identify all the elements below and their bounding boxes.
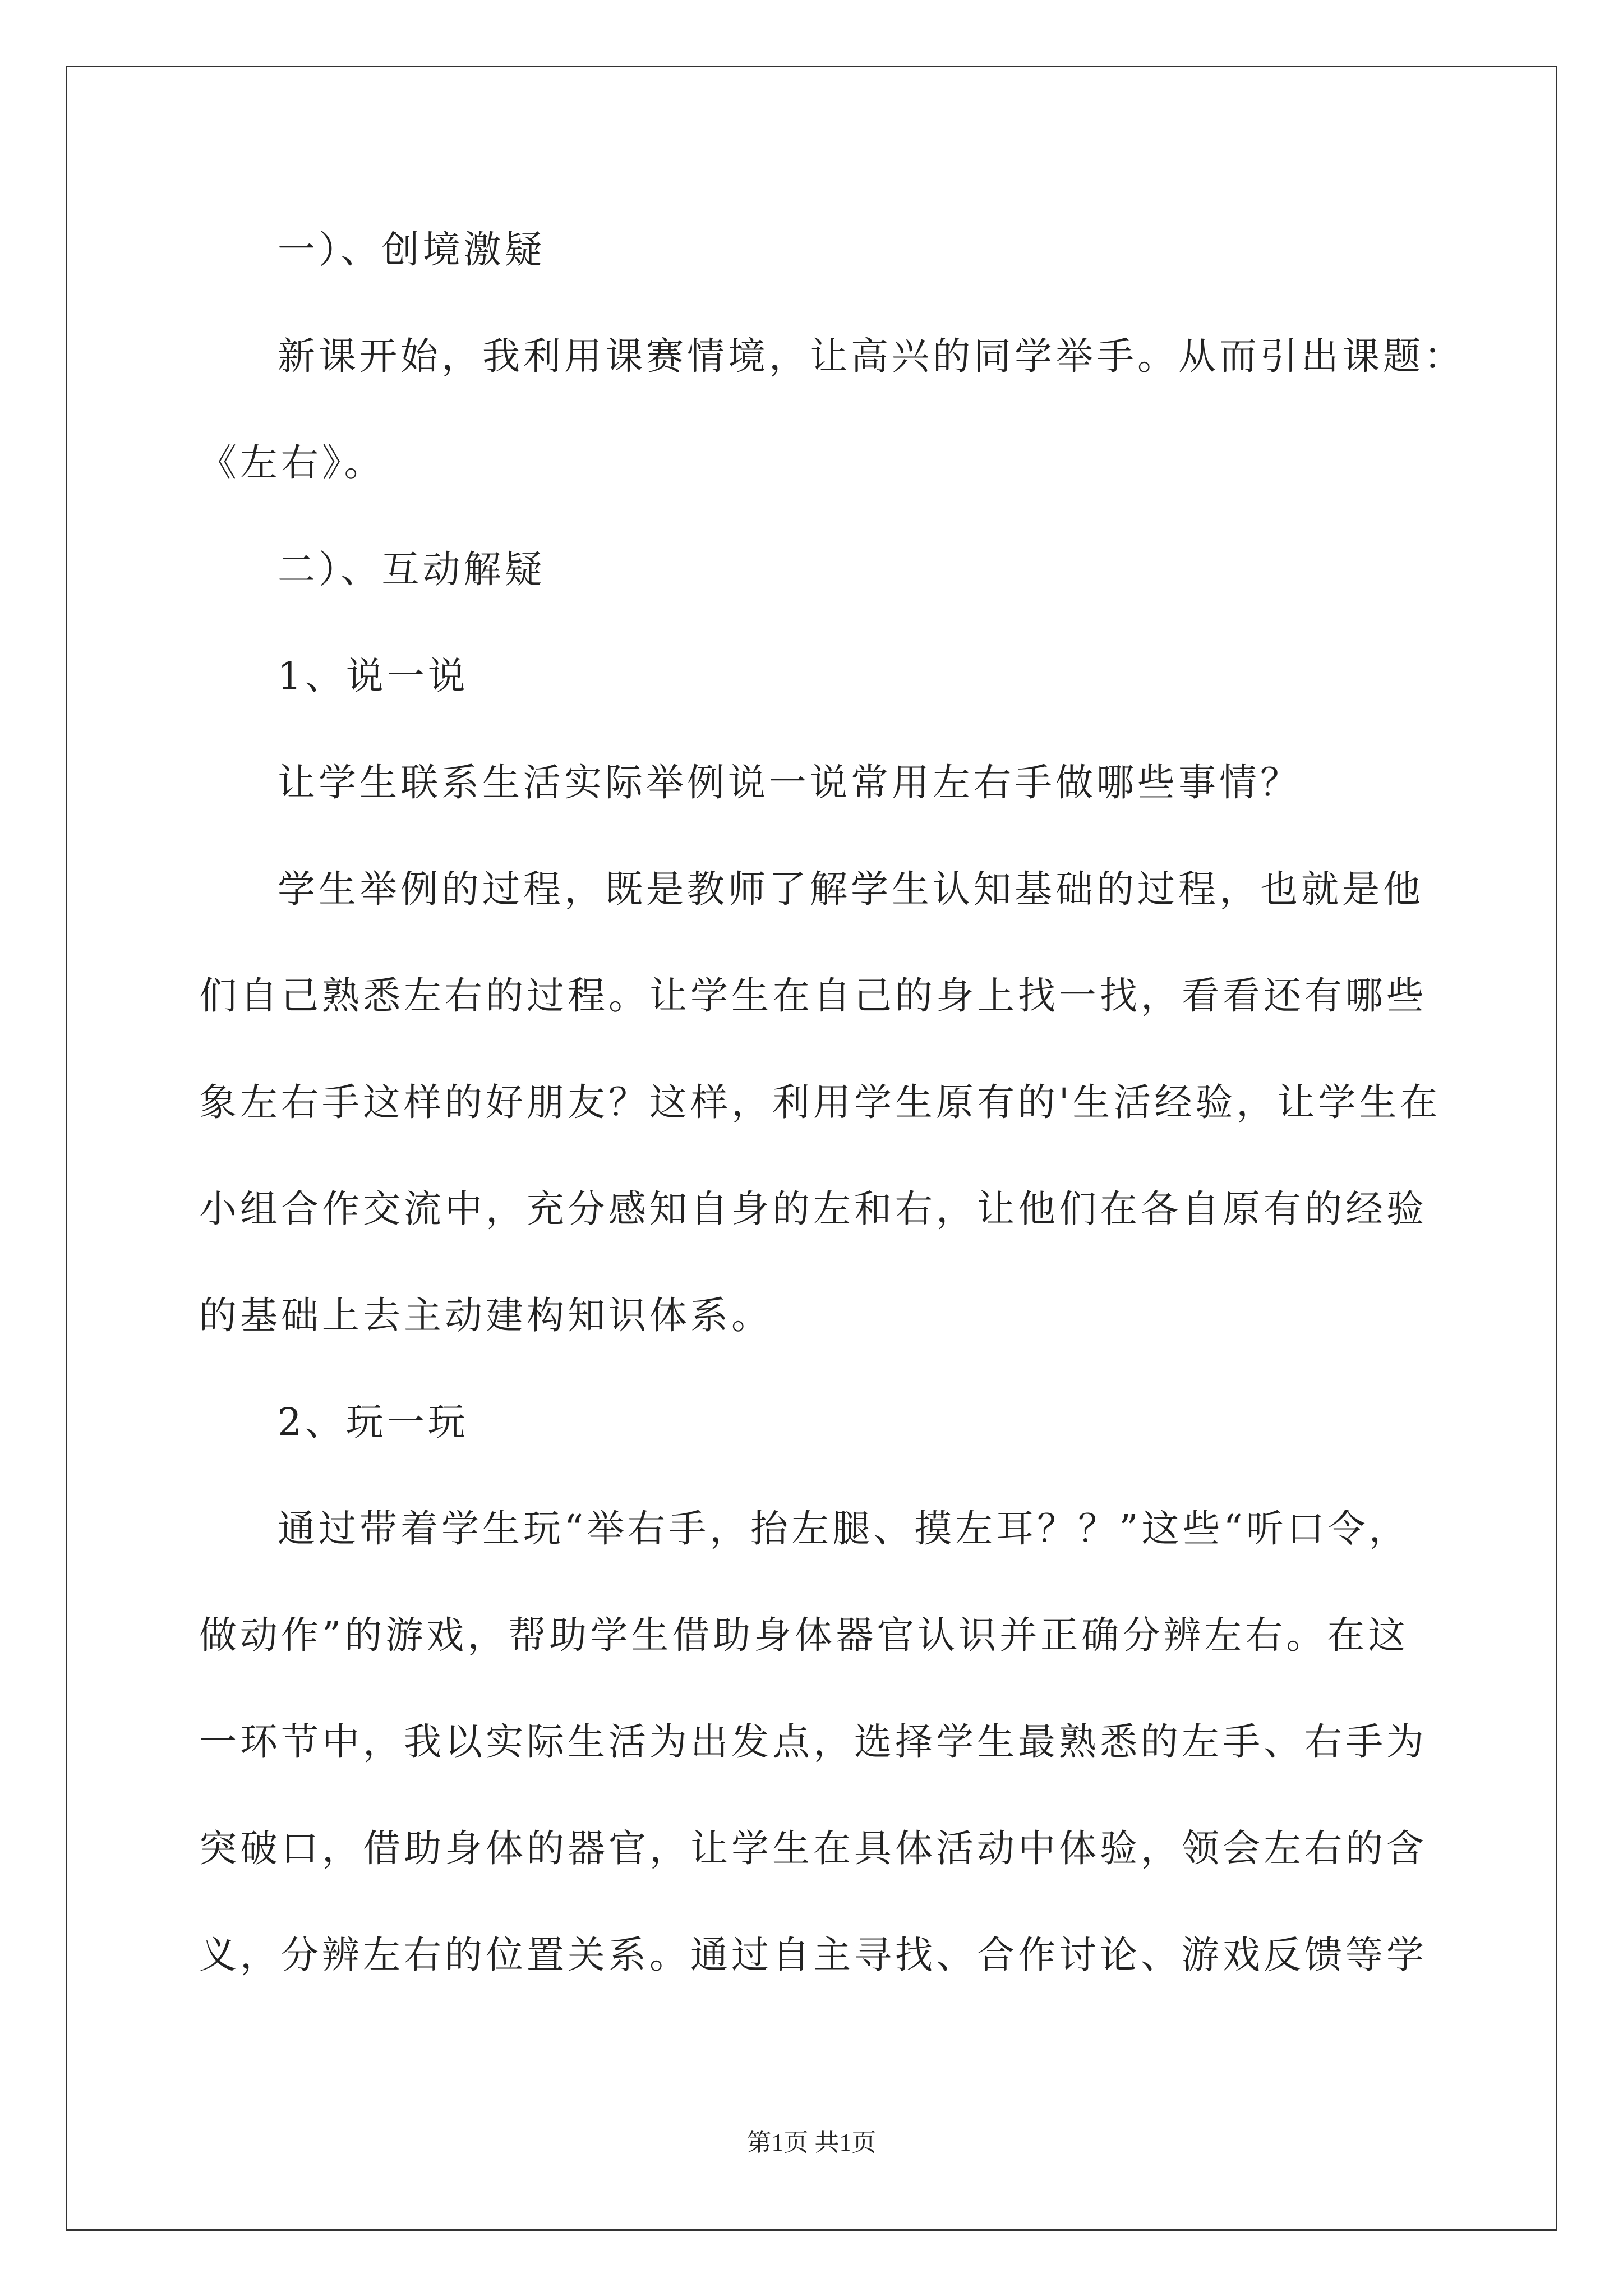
paragraph-line: 突破口，借助身体的器官，让学生在具体活动中体验，领会左右的含	[199, 1826, 1427, 1870]
paragraph-line: 让学生联系生活实际举例说一说常用左右手做哪些事情？	[278, 761, 1301, 804]
page-border	[66, 66, 1557, 2231]
paragraph-line: 做动作”的游戏，帮助学生借助身体器官认识并正确分辨左右。在这	[199, 1613, 1409, 1657]
paragraph-line: 《左右》。	[199, 441, 385, 485]
page-footer: 第1页 共1页	[746, 2129, 877, 2156]
heading-2: 二）、互动解疑	[278, 547, 546, 591]
paragraph-line: 象左右手这样的好朋友？这样，利用学生原有的'生活经验，让学生在	[199, 1080, 1441, 1124]
paragraph-line: 一环节中，我以实际生活为出发点，选择学生最熟悉的左手、右手为	[199, 1720, 1427, 1764]
paragraph-line: 新课开始，我利用课赛情境，让高兴的同学举手。从而引出课题：	[278, 334, 1465, 378]
paragraph-line: 小组合作交流中，充分感知自身的左和右，让他们在各自原有的经验	[199, 1187, 1427, 1231]
paragraph-line: 们自己熟悉左右的过程。让学生在自己的身上找一找，看看还有哪些	[199, 974, 1427, 1018]
paragraph-line: 通过带着学生玩“举右手，抬左腿、摸左耳？？”这些“听口令，	[278, 1507, 1410, 1550]
subheading-2: 2、玩一玩	[278, 1400, 469, 1444]
paragraph-line: 的基础上去主动建构知识体系。	[199, 1294, 772, 1337]
heading-1: 一）、创境激疑	[278, 228, 546, 272]
paragraph-line: 学生举例的过程，既是教师了解学生认知基础的过程，也就是他	[278, 867, 1424, 911]
paragraph-line: 义，分辨左右的位置关系。通过自主寻找、合作讨论、游戏反馈等学	[199, 1933, 1427, 1977]
subheading-1: 1、说一说	[278, 654, 469, 698]
